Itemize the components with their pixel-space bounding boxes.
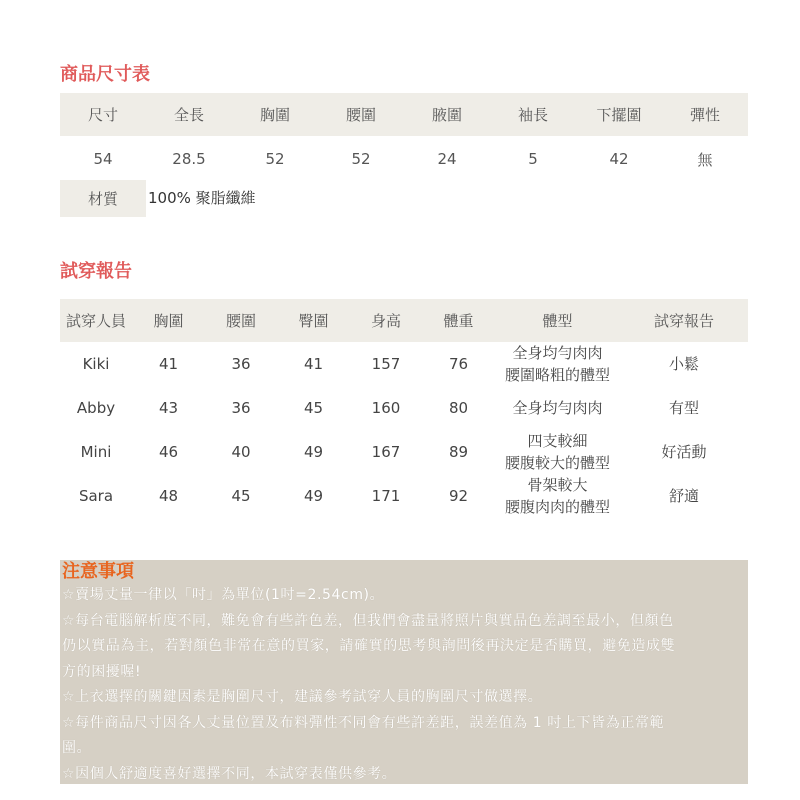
tester-waist: 45 (231, 487, 251, 505)
tester-weight: 76 (448, 355, 469, 373)
size-value-cell: 無 (697, 150, 713, 169)
material-label: 材質 (60, 180, 146, 217)
tester-waist: 40 (231, 443, 251, 461)
tester-report: 舒適 (668, 487, 699, 505)
tester-weight: 92 (448, 487, 469, 505)
tester-name: Mini (80, 443, 112, 461)
notice-line: ☆每件商品尺寸因各人丈量位置及布料彈性不同會有些許差距，誤差值為 1 吋上下皆為正常範 (62, 714, 665, 731)
fit-header-cell: 臀圍 (298, 311, 329, 330)
tester-height: 157 (371, 355, 401, 373)
size-chart-title: 商品尺寸表 (60, 64, 150, 85)
notice-title: 注意事項 (62, 561, 134, 582)
table-row (60, 430, 748, 474)
size-header-cell: 腋圍 (431, 106, 462, 124)
size-value-cell: 28.5 (172, 150, 206, 168)
tester-name: Abby (76, 399, 116, 417)
size-header-cell: 尺寸 (87, 106, 118, 124)
tester-weight: 80 (448, 399, 469, 417)
tester-body-type (495, 474, 620, 518)
size-value-cell: 42 (609, 150, 629, 168)
body-type-line: 四支較細 (527, 432, 588, 450)
size-header-cell: 腰圍 (345, 106, 376, 124)
fit-header-cell: 體型 (542, 311, 573, 330)
tester-height: 167 (371, 443, 401, 461)
tester-chest: 48 (158, 487, 179, 505)
tester-chest: 41 (158, 355, 179, 373)
notice-line: 圍。 (62, 740, 92, 756)
size-header-cell: 全長 (173, 106, 204, 124)
tester-name: Sara (78, 487, 114, 505)
tester-chest: 46 (158, 443, 179, 461)
table-row (60, 342, 748, 386)
fit-header-cell: 胸圍 (153, 311, 184, 330)
tester-hip: 45 (303, 399, 324, 417)
size-value-cell: 52 (351, 150, 371, 168)
fit-header-cell: 身高 (370, 311, 401, 330)
body-type-line: 腰圍略粗的體型 (504, 366, 610, 384)
body-type-line: 腰腹較大的體型 (504, 454, 610, 472)
size-table-header (60, 93, 748, 136)
tester-waist: 36 (231, 355, 251, 373)
tester-name: Kiki (82, 355, 110, 373)
notice-line: ☆賣場丈量一律以「吋」為單位(1吋=2.54cm)。 (62, 587, 385, 603)
material-value: 100% 聚脂纖維 (148, 189, 256, 207)
tester-waist: 36 (231, 399, 251, 417)
size-header-cell: 彈性 (689, 106, 720, 124)
body-type-line: 全身均勻肉肉 (512, 344, 603, 362)
notice-line: ☆上衣選擇的關鍵因素是胸圍尺寸，建議參考試穿人員的胸圍尺寸做選擇。 (62, 689, 543, 705)
fit-header-cell: 體重 (443, 311, 474, 330)
tester-report: 有型 (668, 399, 699, 417)
notice-line: ☆因個人舒適度喜好選擇不同，本試穿表僅供參考。 (62, 765, 397, 782)
tester-report: 好活動 (661, 443, 707, 461)
fit-header-cell: 試穿人員 (65, 311, 126, 330)
size-value-cell: 54 (93, 150, 113, 168)
tester-hip: 49 (303, 487, 324, 505)
tester-weight: 89 (448, 443, 469, 461)
size-value-cell: 52 (265, 150, 285, 168)
tester-body-type (495, 342, 620, 386)
fit-table-header (60, 299, 748, 342)
body-type-line: 腰腹肉肉的體型 (504, 498, 610, 516)
tester-report: 小鬆 (668, 355, 699, 373)
notice-line: 仍以實品為主，若對顏色非常在意的買家，請確實的思考與詢問後再決定是否購買，避免造成雙 (62, 638, 676, 654)
size-header-cell: 下擺圍 (596, 106, 642, 124)
tester-height: 171 (371, 487, 401, 505)
body-type-line: 全身均勻肉肉 (512, 399, 603, 417)
notice-line: ☆每台電腦解析度不同，難免會有些許色差，但我們會盡量將照片與實品色差調至最小，但顏色 (62, 612, 674, 629)
table-row (60, 386, 748, 430)
fit-report-title: 試穿報告 (60, 261, 132, 282)
tester-chest: 43 (158, 399, 179, 417)
size-table-row (60, 138, 748, 180)
fit-table-body (60, 342, 748, 518)
notice-line: 方的困擾喔! (62, 663, 142, 680)
fit-header-cell: 試穿報告 (653, 311, 714, 330)
table-row (60, 474, 748, 518)
size-header-cell: 胸圍 (259, 106, 290, 124)
fit-header-cell: 腰圍 (225, 311, 256, 330)
body-type-line: 骨架較大 (527, 476, 588, 494)
notice-box (60, 560, 748, 784)
size-value-cell: 24 (437, 150, 457, 168)
tester-body-type (495, 430, 620, 474)
size-value-cell: 5 (528, 150, 538, 168)
tester-hip: 41 (303, 355, 324, 373)
tester-hip: 49 (303, 443, 324, 461)
tester-body-type (495, 397, 620, 419)
tester-height: 160 (371, 399, 401, 417)
size-header-cell: 袖長 (517, 106, 548, 124)
